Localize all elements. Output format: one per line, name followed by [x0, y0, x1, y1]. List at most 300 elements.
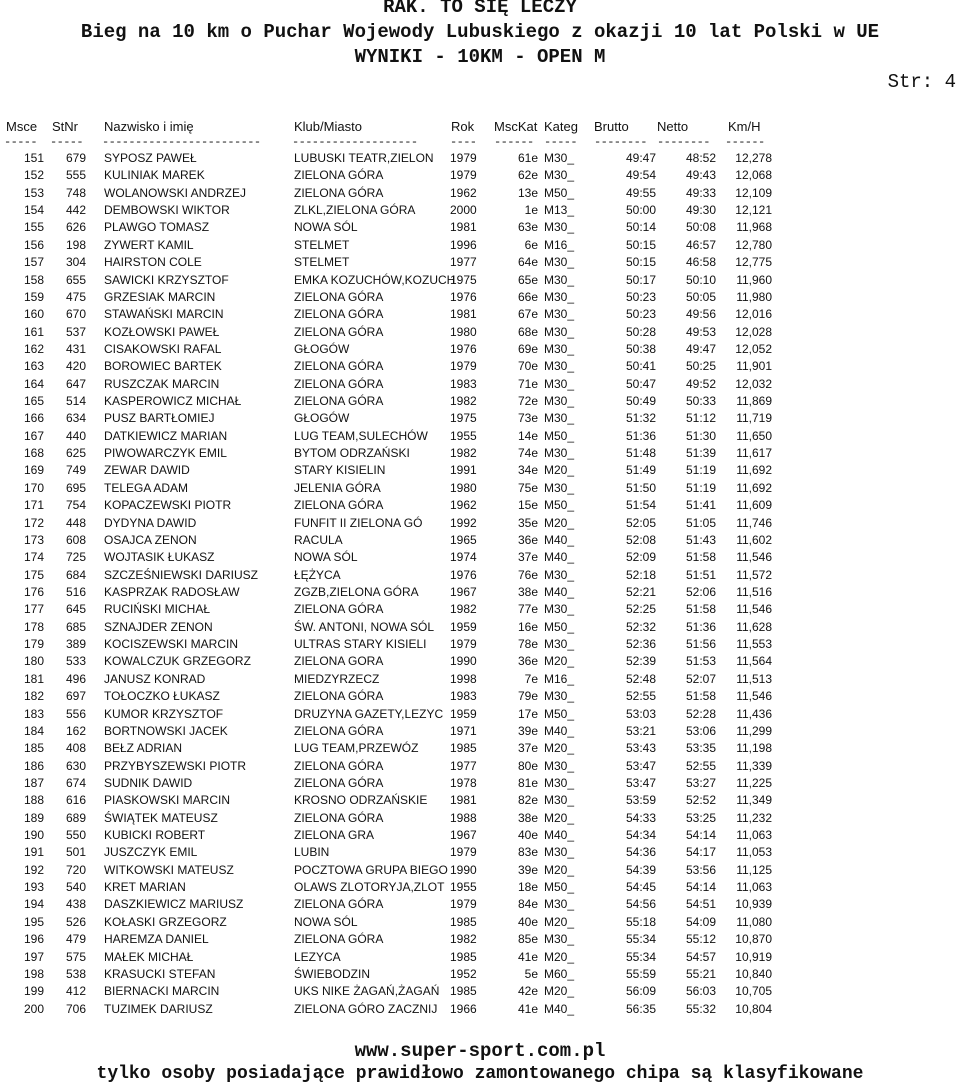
cell-gross-time: 56:35	[625, 1001, 656, 1016]
cell-net-time: 51:05	[685, 515, 716, 530]
cell-name: OSAJCA ZENON	[104, 532, 197, 547]
cell-name: MAŁEK MICHAŁ	[104, 949, 194, 964]
cell-place: 169	[23, 463, 44, 478]
cell-year: 1955	[450, 880, 477, 895]
cell-net-time: 52:55	[685, 758, 716, 773]
footer-note: tylko osoby posiadające prawidłowo zamontowanego chipa są klasyfikowane	[96, 1064, 864, 1084]
cell-net-time: 51:58	[685, 689, 716, 704]
cell-gross-time: 52:08	[625, 532, 656, 547]
cell-cat-place: 68e	[517, 324, 538, 339]
cell-name: BOROWIEC BARTEK	[104, 359, 222, 374]
cell-club: ZIELONA GÓRA	[294, 307, 384, 322]
cell-place: 155	[23, 220, 44, 235]
cell-net-time: 51:12	[685, 411, 716, 426]
cell-speed: 10,919	[735, 949, 772, 964]
cell-category: M50_	[544, 619, 575, 634]
cell-place: 162	[23, 341, 44, 356]
cell-category: M20_	[544, 949, 575, 964]
table-row	[0, 410, 960, 427]
cell-category: M50_	[544, 880, 575, 895]
table-row	[0, 792, 960, 809]
cell-gross-time: 50:28	[625, 324, 656, 339]
cell-net-time: 54:51	[685, 897, 716, 912]
cell-speed: 11,719	[736, 411, 772, 426]
cell-place: 200	[23, 1001, 44, 1016]
cell-net-time: 46:58	[685, 255, 716, 270]
cell-year: 1976	[450, 567, 477, 582]
cell-name: ZEWAR DAWID	[104, 463, 190, 478]
table-row	[0, 601, 960, 618]
cell-gross-time: 51:49	[625, 463, 656, 478]
cell-place: 158	[23, 272, 44, 287]
cell-place: 181	[23, 671, 44, 686]
cell-name: KOCISZEWSKI MARCIN	[104, 637, 239, 652]
cell-club: ŁĘŻYCA	[294, 567, 341, 582]
cell-bib: 685	[66, 619, 87, 634]
cell-year: 1967	[450, 828, 477, 843]
column-dash-net-time: --------	[657, 135, 710, 149]
cell-year: 1976	[450, 289, 477, 304]
cell-speed: 10,840	[735, 966, 772, 981]
cell-gross-time: 52:09	[625, 550, 656, 565]
cell-name: KOWALCZUK GRZEGORZ	[104, 654, 251, 669]
cell-club: ZIELONA GÓRA	[294, 689, 384, 704]
cell-place: 163	[23, 359, 44, 374]
cell-year: 1975	[450, 411, 477, 426]
cell-speed: 12,775	[735, 255, 772, 270]
table-row	[0, 167, 960, 184]
cell-category: M30_	[544, 220, 575, 235]
cell-gross-time: 52:25	[625, 602, 656, 617]
cell-place: 183	[23, 706, 44, 721]
cell-speed: 11,572	[736, 567, 772, 582]
cell-club: ZIELONA GÓRA	[294, 897, 384, 912]
cell-gross-time: 52:48	[625, 671, 656, 686]
cell-name: KASPRZAK RADOSŁAW	[104, 584, 240, 599]
cell-year: 1955	[450, 428, 477, 443]
cell-name: KRET MARIAN	[104, 880, 186, 895]
cell-bib: 550	[66, 828, 87, 843]
cell-speed: 11,198	[736, 741, 772, 756]
cell-name: BIERNACKI MARCIN	[104, 984, 220, 999]
column-header-net-time: Netto	[657, 119, 689, 134]
cell-club: ZIELONA GÓRA	[294, 394, 384, 409]
table-row	[0, 914, 960, 931]
column-dash-category: -----	[544, 135, 578, 149]
cell-bib: 754	[66, 498, 87, 513]
cell-bib: 555	[66, 168, 87, 183]
cell-net-time: 50:08	[685, 220, 716, 235]
cell-net-time: 54:14	[685, 880, 716, 895]
cell-net-time: 51:58	[685, 550, 716, 565]
cell-club: GŁOGÓW	[294, 341, 350, 356]
cell-place: 193	[23, 880, 44, 895]
cell-cat-place: 67e	[517, 307, 538, 322]
column-dash-name: ------------------------	[102, 135, 261, 149]
cell-name: PRZYBYSZEWSKI PIOTR	[104, 758, 247, 773]
cell-year: 1980	[450, 324, 477, 339]
cell-net-time: 54:57	[685, 949, 716, 964]
cell-bib: 679	[66, 151, 87, 165]
cell-speed: 11,901	[736, 359, 772, 374]
cell-year: 1992	[450, 515, 477, 530]
cell-bib: 538	[66, 966, 87, 981]
cell-place: 156	[23, 237, 44, 252]
cell-year: 1998	[450, 671, 477, 686]
cell-place: 176	[23, 584, 44, 599]
column-dash-year: ----	[450, 135, 477, 149]
cell-club: ULTRAS STARY KISIELI	[294, 637, 427, 652]
cell-net-time: 49:43	[685, 168, 716, 183]
cell-cat-place: 61e	[517, 151, 538, 165]
cell-place: 195	[23, 914, 44, 929]
cell-club: RACULA	[294, 532, 343, 547]
cell-speed: 11,869	[736, 394, 772, 409]
cell-speed: 11,650	[736, 428, 772, 443]
cell-category: M30_	[544, 341, 575, 356]
cell-year: 1991	[450, 463, 477, 478]
cell-cat-place: 6e	[524, 237, 538, 252]
cell-net-time: 50:33	[685, 394, 716, 409]
cell-cat-place: 65e	[517, 272, 538, 287]
cell-year: 1983	[450, 376, 477, 391]
cell-club: ZIELONA GÓRA	[294, 289, 384, 304]
cell-name: ZYWERT KAMIL	[104, 237, 194, 252]
cell-year: 1976	[450, 341, 477, 356]
cell-bib: 674	[66, 775, 87, 790]
cell-year: 1979	[450, 845, 477, 860]
table-row	[0, 202, 960, 219]
cell-year: 1975	[450, 272, 477, 287]
cell-club: ZLKL,ZIELONA GÓRA	[294, 203, 416, 218]
cell-year: 1980	[450, 480, 477, 495]
cell-year: 1979	[450, 168, 477, 183]
table-row	[0, 150, 960, 167]
cell-gross-time: 54:36	[625, 845, 656, 860]
cell-club: EMKA KOZUCHÓW,KOZUCH	[294, 272, 456, 287]
cell-category: M20_	[544, 914, 575, 929]
cell-gross-time: 50:15	[625, 255, 656, 270]
cell-club: ZIELONA GÓRA	[294, 602, 384, 617]
cell-year: 1979	[450, 359, 477, 374]
cell-bib: 748	[66, 185, 87, 200]
cell-bib: 625	[66, 446, 87, 461]
table-row	[0, 393, 960, 410]
cell-gross-time: 52:39	[625, 654, 656, 669]
cell-cat-place: 38e	[517, 810, 538, 825]
cell-net-time: 53:06	[685, 723, 716, 738]
cell-place: 194	[23, 897, 44, 912]
cell-place: 188	[23, 793, 44, 808]
cell-place: 192	[23, 862, 44, 877]
cell-name: DATKIEWICZ MARIAN	[104, 428, 228, 443]
cell-name: SZNAJDER ZENON	[104, 619, 213, 634]
cell-gross-time: 53:59	[625, 793, 656, 808]
cell-net-time: 46:57	[685, 237, 716, 252]
cell-year: 1990	[450, 654, 477, 669]
cell-place: 199	[23, 984, 44, 999]
cell-bib: 420	[66, 359, 87, 374]
cell-speed: 12,121	[735, 203, 772, 218]
cell-year: 1990	[450, 862, 477, 877]
cell-net-time: 52:28	[685, 706, 716, 721]
table-row	[0, 254, 960, 271]
cell-cat-place: 42e	[517, 984, 538, 999]
cell-bib: 304	[66, 255, 87, 270]
cell-category: M30_	[544, 480, 575, 495]
cell-speed: 11,546	[736, 689, 772, 704]
cell-bib: 440	[66, 428, 87, 443]
cell-club: LUBIN	[294, 845, 330, 860]
cell-year: 1988	[450, 810, 477, 825]
cell-year: 1971	[450, 723, 477, 738]
cell-net-time: 51:41	[685, 498, 716, 513]
cell-cat-place: 64e	[517, 255, 538, 270]
table-row	[0, 653, 960, 670]
cell-speed: 11,349	[736, 793, 772, 808]
cell-bib: 634	[66, 411, 87, 426]
table-row	[0, 671, 960, 688]
cell-year: 1978	[450, 775, 477, 790]
cell-category: M30_	[544, 394, 575, 409]
table-row	[0, 827, 960, 844]
cell-place: 167	[23, 428, 44, 443]
cell-gross-time: 50:14	[625, 220, 656, 235]
table-row	[0, 758, 960, 775]
cell-year: 1959	[450, 619, 477, 634]
cell-cat-place: 18e	[517, 880, 538, 895]
cell-gross-time: 54:34	[625, 828, 656, 843]
cell-gross-time: 53:47	[625, 758, 656, 773]
cell-cat-place: 71e	[517, 376, 538, 391]
cell-name: SUDNIK DAWID	[104, 775, 193, 790]
cell-category: M30_	[544, 411, 575, 426]
cell-bib: 695	[66, 480, 87, 495]
cell-net-time: 55:12	[685, 932, 716, 947]
table-row	[0, 636, 960, 653]
cell-club: ZGZB,ZIELONA GÓRA	[294, 584, 419, 599]
table-row	[0, 358, 960, 375]
cell-speed: 11,692	[736, 463, 772, 478]
cell-category: M30_	[544, 307, 575, 322]
results-table	[0, 150, 960, 1018]
cell-speed: 12,032	[735, 376, 772, 391]
page-number: Str: 4	[887, 71, 956, 93]
cell-net-time: 54:09	[685, 914, 716, 929]
cell-category: M30_	[544, 289, 575, 304]
table-row	[0, 983, 960, 1000]
cell-club: BYTOM ODRZAŃSKI	[294, 446, 410, 461]
cell-gross-time: 51:54	[625, 498, 656, 513]
cell-speed: 11,602	[736, 532, 772, 547]
cell-gross-time: 54:56	[625, 897, 656, 912]
cell-bib: 431	[66, 341, 87, 356]
table-row	[0, 1001, 960, 1018]
cell-name: DEMBOWSKI WIKTOR	[104, 203, 230, 218]
cell-gross-time: 52:05	[625, 515, 656, 530]
cell-bib: 540	[66, 880, 87, 895]
cell-gross-time: 49:47	[625, 151, 656, 165]
cell-club: ZIELONA GÓRA	[294, 324, 384, 339]
cell-cat-place: 35e	[517, 515, 538, 530]
cell-category: M40_	[544, 1001, 575, 1016]
table-row	[0, 237, 960, 254]
cell-club: STELMET	[294, 255, 350, 270]
cell-bib: 697	[66, 689, 87, 704]
cell-cat-place: 1e	[524, 203, 538, 218]
cell-category: M30_	[544, 272, 575, 287]
cell-bib: 655	[66, 272, 87, 287]
cell-year: 1985	[450, 914, 477, 929]
cell-gross-time: 52:55	[625, 689, 656, 704]
cell-net-time: 53:35	[685, 741, 716, 756]
cell-category: M20_	[544, 862, 575, 877]
cell-year: 1979	[450, 897, 477, 912]
table-row	[0, 306, 960, 323]
cell-place: 151	[23, 151, 44, 165]
cell-gross-time: 50:38	[625, 341, 656, 356]
cell-category: M30_	[544, 359, 575, 374]
cell-cat-place: 70e	[517, 359, 538, 374]
cell-speed: 11,546	[736, 550, 772, 565]
cell-net-time: 52:07	[685, 671, 716, 686]
cell-bib: 626	[66, 220, 87, 235]
cell-name: ŚWIĄTEK MATEUSZ	[104, 810, 218, 825]
cell-club: ZIELONA GÓRA	[294, 498, 384, 513]
cell-category: M60_	[544, 966, 575, 981]
cell-gross-time: 52:21	[625, 584, 656, 599]
cell-bib: 647	[66, 376, 87, 391]
cell-cat-place: 16e	[517, 619, 538, 634]
cell-place: 196	[23, 932, 44, 947]
cell-club: LEZYCA	[294, 949, 341, 964]
cell-cat-place: 15e	[517, 498, 538, 513]
column-header-speed: Km/H	[728, 119, 761, 134]
cell-gross-time: 55:18	[625, 914, 656, 929]
table-row	[0, 480, 960, 497]
cell-cat-place: 34e	[517, 463, 538, 478]
cell-cat-place: 80e	[517, 758, 538, 773]
cell-category: M50_	[544, 428, 575, 443]
cell-speed: 11,225	[736, 775, 772, 790]
cell-year: 1982	[450, 394, 477, 409]
cell-cat-place: 40e	[517, 914, 538, 929]
cell-category: M40_	[544, 584, 575, 599]
table-row	[0, 462, 960, 479]
cell-name: HAREMZA DANIEL	[104, 932, 209, 947]
cell-place: 178	[23, 619, 44, 634]
cell-name: DASZKIEWICZ MARIUSZ	[104, 897, 244, 912]
cell-place: 173	[23, 532, 44, 547]
cell-club: KROSNO ODRZAŃSKIE	[294, 793, 428, 808]
table-row	[0, 896, 960, 913]
cell-bib: 706	[66, 1001, 87, 1016]
table-row	[0, 688, 960, 705]
cell-name: SAWICKI KRZYSZTOF	[104, 272, 229, 287]
cell-category: M50_	[544, 185, 575, 200]
cell-category: M30_	[544, 602, 575, 617]
cell-category: M20_	[544, 515, 575, 530]
cell-year: 1979	[450, 151, 477, 165]
cell-name: KRASUCKI STEFAN	[104, 966, 216, 981]
cell-place: 180	[23, 654, 44, 669]
cell-name: KOPACZEWSKI PIOTR	[104, 498, 232, 513]
cell-speed: 11,628	[736, 619, 772, 634]
cell-net-time: 51:36	[685, 619, 716, 634]
cell-club: LUG TEAM,PRZEWÓZ	[294, 741, 419, 756]
table-row	[0, 532, 960, 549]
cell-year: 1982	[450, 602, 477, 617]
cell-club: ŚW. ANTONI, NOWA SÓL	[294, 619, 435, 634]
cell-club: DRUZYNA GAZETY,LEZYC	[294, 706, 444, 721]
cell-speed: 11,564	[736, 654, 772, 669]
cell-net-time: 48:52	[685, 151, 716, 165]
cell-year: 2000	[450, 203, 477, 218]
cell-cat-place: 41e	[517, 1001, 538, 1016]
cell-name: HAIRSTON COLE	[104, 255, 202, 270]
cell-cat-place: 74e	[517, 446, 538, 461]
results-title: WYNIKI - 10KM - OPEN M	[354, 46, 606, 68]
cell-bib: 448	[66, 515, 87, 530]
cell-club: ZIELONA GÓRA	[294, 758, 384, 773]
cell-net-time: 51:58	[685, 602, 716, 617]
cell-speed: 10,705	[735, 984, 772, 999]
cell-club: ZIELONA GORA	[294, 654, 384, 669]
cell-name: KUMOR KRZYSZTOF	[104, 706, 224, 721]
cell-category: M30_	[544, 897, 575, 912]
cell-net-time: 50:10	[685, 272, 716, 287]
cell-place: 191	[23, 845, 44, 860]
table-row	[0, 445, 960, 462]
cell-gross-time: 52:36	[625, 637, 656, 652]
cell-year: 1962	[450, 498, 477, 513]
cell-bib: 479	[66, 932, 87, 947]
cell-bib: 556	[66, 706, 87, 721]
cell-bib: 689	[66, 810, 87, 825]
cell-speed: 12,068	[735, 168, 772, 183]
cell-speed: 11,063	[736, 828, 772, 843]
cell-club: JELENIA GÓRA	[294, 480, 381, 495]
cell-place: 182	[23, 689, 44, 704]
cell-speed: 11,617	[736, 446, 772, 461]
cell-gross-time: 54:33	[625, 810, 656, 825]
cell-year: 1977	[450, 255, 477, 270]
cell-bib: 720	[66, 862, 87, 877]
cell-place: 186	[23, 758, 44, 773]
cell-speed: 11,436	[736, 706, 772, 721]
cell-year: 1967	[450, 584, 477, 599]
cell-category: M30_	[544, 932, 575, 947]
cell-category: M30_	[544, 151, 575, 165]
cell-cat-place: 83e	[517, 845, 538, 860]
cell-club: ZIELONA GÓRA	[294, 810, 384, 825]
cell-gross-time: 53:03	[625, 706, 656, 721]
cell-cat-place: 37e	[517, 741, 538, 756]
column-dash-gross-time: --------	[594, 135, 647, 149]
cell-cat-place: 84e	[517, 897, 538, 912]
cell-cat-place: 76e	[517, 567, 538, 582]
cell-cat-place: 77e	[517, 602, 538, 617]
cell-year: 1985	[450, 984, 477, 999]
column-header-place: Msce	[6, 119, 38, 134]
cell-place: 179	[23, 637, 44, 652]
cell-bib: 533	[66, 654, 87, 669]
cell-name: RUSZCZAK MARCIN	[104, 376, 220, 391]
column-header-name: Nazwisko i imię	[104, 119, 194, 134]
table-row	[0, 879, 960, 896]
cell-name: WOLANOWSKI ANDRZEJ	[104, 185, 247, 200]
cell-club: STELMET	[294, 237, 350, 252]
